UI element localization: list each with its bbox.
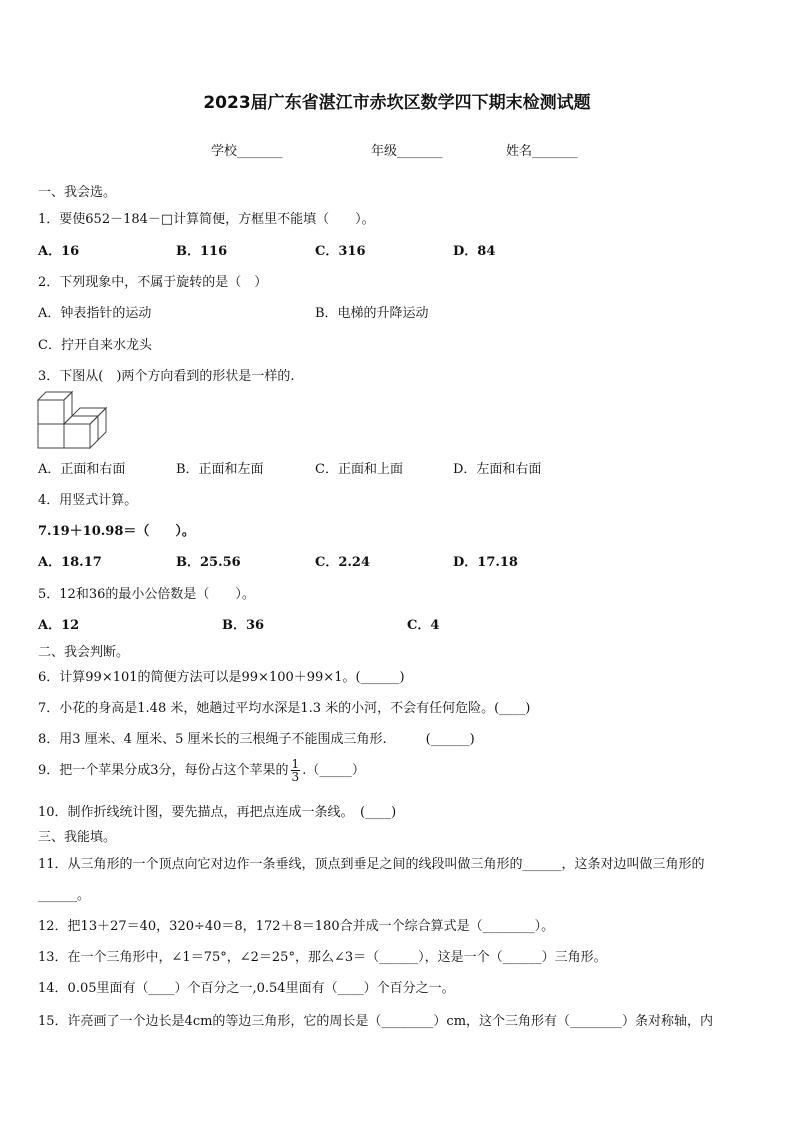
section-heading-1: 一、我会选。: [38, 185, 117, 200]
question-12: 12．把13＋27＝40，320÷40＝8，172＋8＝180合并成一个综合算式是（________）。: [38, 919, 555, 934]
q3-option-a: A．正面和右面: [38, 462, 126, 477]
q2-option-b: B．电梯的升降运动: [315, 306, 429, 321]
q4-expression: 7.19＋10.98＝（ ）。: [38, 524, 195, 539]
q9-text-before: 9．把一个苹果分成3分，每份占这个苹果的: [38, 763, 289, 778]
q1-option-b: B．116: [176, 244, 228, 259]
name-field: 姓名_______: [506, 144, 578, 159]
question-9: [38, 758, 365, 783]
q3-option-b: B．正面和左面: [176, 462, 264, 477]
q5-option-c: C．4: [407, 618, 440, 633]
q1-option-c: C．316: [315, 244, 366, 259]
q4-option-c: C．2.24: [315, 555, 371, 570]
question-11-line-1: 11．从三角形的一个顶点向它对边作一条垂线，顶点到垂足之间的线段叫做三角形的______，这条对边叫做三角形的: [38, 857, 705, 872]
question-10: 10．制作折线统计图，要先描点，再把点连成一条线。 (____): [38, 805, 397, 820]
q9-fraction: [291, 758, 301, 783]
question-14: 14．0.05里面有（____）个百分之一,0.54里面有（____）个百分之一。: [38, 981, 455, 996]
question-5: 5．12和36的最小公倍数是（ ）。: [38, 587, 255, 602]
question-7: 7．小花的身高是1.48 米，她趟过平均水深是1.3 米的小河，不会有任何危险。(____): [38, 701, 531, 716]
question-8: 8．用3 厘米、4 厘米、5 厘米长的三根绳子不能围成三角形. (______): [38, 732, 475, 747]
q2-option-c: C．拧开自来水龙头: [38, 338, 152, 353]
q3-option-c: C．正面和上面: [315, 462, 403, 477]
question-11-line-2: ______。: [38, 888, 91, 903]
grade-field: 年级_______: [371, 144, 443, 159]
q9-numerator: 1: [291, 757, 300, 771]
page-title: 2023届广东省湛江市赤坎区数学四下期末检测试题: [203, 93, 591, 113]
question-6: 6．计算99×101的简便方法可以是99×100＋99×1。(______): [38, 670, 405, 685]
q4-option-d: D．17.18: [453, 555, 518, 570]
q3-option-d: D．左面和右面: [453, 462, 542, 477]
question-3: 3．下图从( )两个方向看到的形状是一样的.: [38, 369, 295, 384]
section-heading-2: 二、我会判断。: [38, 645, 130, 660]
q4-option-a: A．18.17: [38, 555, 102, 570]
school-field: 学校_______: [211, 144, 283, 159]
q5-option-a: A．12: [38, 618, 80, 633]
question-4: 4．用竖式计算。: [38, 493, 138, 508]
q2-option-a: A．钟表指针的运动: [38, 306, 152, 321]
question-15: 15．许亮画了一个边长是4cm的等边三角形，它的周长是（________）cm，这个三角形有（________）条对称轴，内: [38, 1014, 714, 1029]
section-heading-3: 三、我能填。: [38, 830, 117, 845]
q9-text-after: .（_____）: [302, 763, 365, 778]
question-13: 13．在一个三角形中，∠1＝75°，∠2＝25°，那么∠3＝（______），这是一个（______）三角形。: [38, 950, 607, 965]
question-1: 1．要使652－184－□计算简便，方框里不能填（ ）。: [38, 212, 375, 227]
q1-option-a: A．16: [38, 244, 80, 259]
q4-option-b: B．25.56: [176, 555, 241, 570]
q1-option-d: D．84: [453, 244, 496, 259]
q5-option-b: B．36: [222, 618, 265, 633]
q9-denominator: 3: [291, 770, 300, 784]
cube-stack-figure: [36, 388, 110, 450]
question-2: 2．下列现象中，不属于旋转的是（ ）: [38, 275, 268, 290]
